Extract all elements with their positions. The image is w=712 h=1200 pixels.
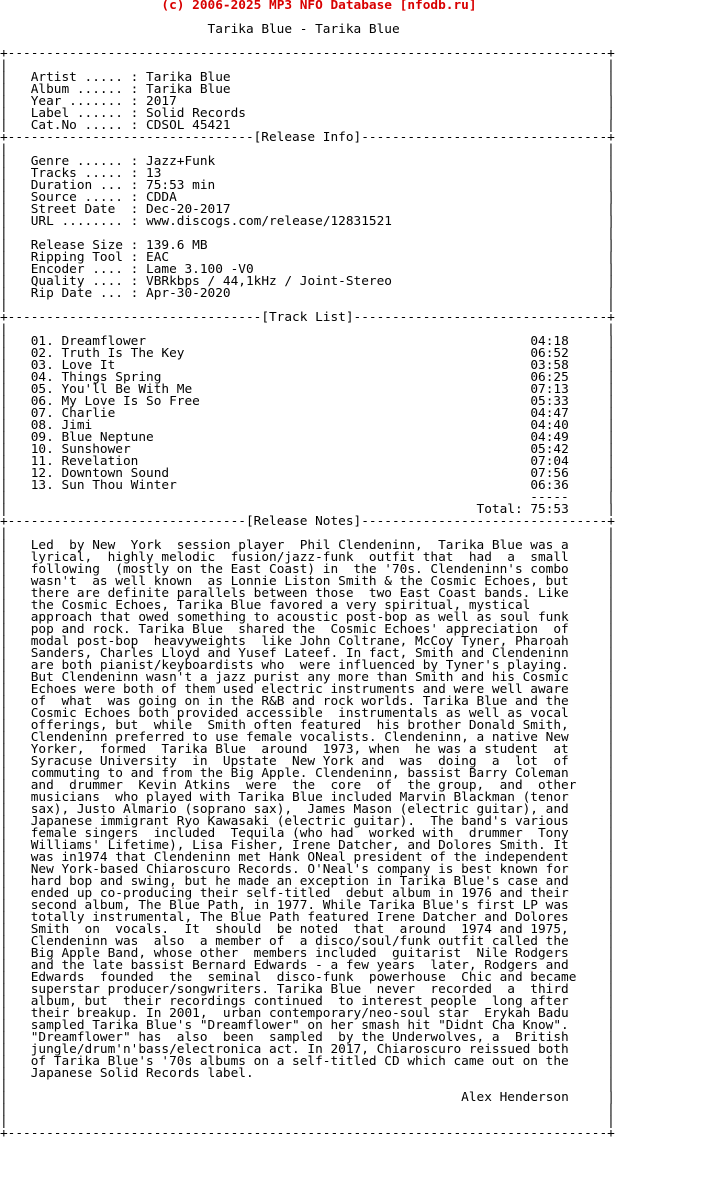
blank-line: | | bbox=[0, 322, 615, 337]
notes-row: | Japanese immigrant Ryo Kawasaki (electric guitar). The band's various | bbox=[0, 814, 615, 829]
notes-row: | following (mostly on the East Coast) in the '70s. Clendeninn's combo | bbox=[0, 562, 615, 577]
release-info-value: 75:53 min bbox=[146, 178, 216, 193]
track-title: Blue Neptune bbox=[61, 430, 154, 445]
notes-line: commuting to and from the Big Apple. Clendeninn, bassist Barry Coleman bbox=[30, 766, 569, 781]
track-time: 04:18 bbox=[530, 334, 569, 349]
release-info-row: | Encoder .... : Lame 3.100 -V0 | bbox=[0, 262, 615, 277]
notes-row: | Edwards founded the seminal disco-funk powerhouse Chic and became | bbox=[0, 970, 615, 985]
track-number: 07. bbox=[30, 406, 54, 421]
notes-line: New York-based Chiaroscuro Records. O'Neal's company is best known for bbox=[30, 862, 569, 877]
notes-line: Clendeninn preferred to use female vocalists. Clendeninn, a native New bbox=[30, 730, 569, 745]
notes-line: pop and rock. Tarika Blue shared the Cosmic Echoes' appreciation of bbox=[30, 622, 569, 637]
notes-row: | modal post-bop heavyweights like John Coltrane, McCoy Tyner, Pharoah | bbox=[0, 634, 615, 649]
notes-line: Edwards founded the seminal disco-funk powerhouse Chic and became bbox=[30, 970, 577, 985]
release-info-row: | Ripping Tool : EAC | bbox=[0, 250, 615, 265]
info-label: Label ...... bbox=[30, 106, 123, 121]
release-info-row: | Tracks ..... : 13 | bbox=[0, 166, 615, 181]
notes-line: superstar producer/songwriters. Tarika Blue never recorded a third bbox=[30, 982, 569, 997]
blank-line: | | bbox=[0, 298, 615, 313]
release-info-row: | Duration ... : 75:53 min | bbox=[0, 178, 615, 193]
release-info-value: CDDA bbox=[146, 190, 177, 205]
notes-row: | offerings, but while Smith often featured his brother Donald Smith, | bbox=[0, 718, 615, 733]
release-info-value: EAC bbox=[146, 250, 170, 265]
notes-row: | and drummer Kevin Atkins were the core of the group, and other | bbox=[0, 778, 615, 793]
notes-line: Led by New York session player Phil Clendeninn, Tarika Blue was a bbox=[30, 538, 569, 553]
release-info-label: Street Date bbox=[30, 202, 123, 217]
notes-line: lyrical, highly melodic fusion/jazz-funk outfit that had a small bbox=[30, 550, 569, 565]
notes-line: and drummer Kevin Atkins were the core of the group, and other bbox=[30, 778, 577, 793]
notes-line: jungle/drum'n'bass/electronica act. In 2017, Chiaroscuro reissued both bbox=[30, 1042, 569, 1057]
notes-row: | musicians who played with Tarika Blue included Marvin Blackman (tenor | bbox=[0, 790, 615, 805]
track-row: | 04. Things Spring 06:25 | bbox=[0, 370, 615, 385]
info-label: Cat.No ..... bbox=[30, 118, 123, 133]
track-title: You'll Be With Me bbox=[61, 382, 193, 397]
release-info-value: www.discogs.com/release/12831521 bbox=[146, 214, 392, 229]
release-info-label: Rip Date ... bbox=[30, 286, 123, 301]
notes-row: | Japanese Solid Records label. | bbox=[0, 1066, 615, 1081]
track-row: | 02. Truth Is The Key 06:52 | bbox=[0, 346, 615, 361]
notes-row: | their breakup. In 2001, urban contemporary/neo-soul star Erykah Badu | bbox=[0, 1006, 615, 1021]
notes-row: | and the late bassist Bernard Edwards - a few years later, Rodgers and | bbox=[0, 958, 615, 973]
notes-line: the Cosmic Echoes, Tarika Blue favored a very spiritual, mystical bbox=[30, 598, 531, 613]
blank-line: | | bbox=[0, 1102, 615, 1117]
notes-line: hard bop and swing, but he made an exception in Tarika Blue's case and bbox=[30, 874, 569, 889]
track-time: 07:56 bbox=[530, 466, 569, 481]
track-title: Downtown Sound bbox=[61, 466, 170, 481]
info-label: Album ...... bbox=[30, 82, 123, 97]
release-info-value: Lame 3.100 -V0 bbox=[146, 262, 254, 277]
notes-row: | Williams' Lifetime), Lisa Fisher, Irene Datcher, and Dolores Smith. It | bbox=[0, 838, 615, 853]
release-info-row: | Rip Date ... : Apr-30-2020 | bbox=[0, 286, 615, 301]
track-row: | 09. Blue Neptune 04:49 | bbox=[0, 430, 615, 445]
notes-row: | "Dreamflower" has also been sampled by the Underwolves, a British | bbox=[0, 1030, 615, 1045]
track-row: | 10. Sunshower 05:42 | bbox=[0, 442, 615, 457]
notes-row: | approach that owed something to acoustic post-bop as well as soul funk | bbox=[0, 610, 615, 625]
notes-line: Echoes were both of them used electric instruments and were well aware bbox=[30, 682, 569, 697]
release-info-row: | URL ........ : www.discogs.com/release/12831521 | bbox=[0, 214, 615, 229]
notes-row: | Led by New York session player Phil Clendeninn, Tarika Blue was a | bbox=[0, 538, 615, 553]
notes-row: | Echoes were both of them used electric instruments and were well aware | bbox=[0, 682, 615, 697]
notes-row: | pop and rock. Tarika Blue shared the Cosmic Echoes' appreciation of | bbox=[0, 622, 615, 637]
notes-line: Syracuse University in Upstate New York and was doing a lot of bbox=[30, 754, 569, 769]
notes-row: | second album, The Blue Path, in 1977. While Tarika Blue's first LP was | bbox=[0, 898, 615, 913]
notes-line: "Dreamflower" has also been sampled by the Underwolves, a British bbox=[30, 1030, 569, 1045]
release-info-label: Encoder .... bbox=[30, 262, 123, 277]
track-time: 06:36 bbox=[530, 478, 569, 493]
notes-row: | totally instrumental, The Blue Path featured Irene Datcher and Dolores | bbox=[0, 910, 615, 925]
notes-line: are both pianist/keyboardists who were influenced by Tyner's playing. bbox=[30, 658, 569, 673]
release-info-row: | Genre ...... : Jazz+Funk | bbox=[0, 154, 615, 169]
track-title: Truth Is The Key bbox=[61, 346, 185, 361]
track-row: | 08. Jimi 04:40 | bbox=[0, 418, 615, 433]
release-info-label: Source ..... bbox=[30, 190, 123, 205]
notes-row: | ended up co-producing their self-titled debut album in 1976 and their | bbox=[0, 886, 615, 901]
release-info-row: | Source ..... : CDDA | bbox=[0, 190, 615, 205]
notes-line: Japanese Solid Records label. bbox=[30, 1066, 254, 1081]
release-notes-header-title: [Release Notes] bbox=[245, 514, 362, 529]
notes-row: | album, but their recordings continued to interest people long after | bbox=[0, 994, 615, 1009]
notes-line: there are definite parallels between those two East Coast bands. Like bbox=[30, 586, 569, 601]
track-time: 06:25 bbox=[530, 370, 569, 385]
track-time: 07:04 bbox=[530, 454, 569, 469]
notes-row: | sampled Tarika Blue's "Dreamflower" on her smash hit "Didnt Cha Know". | bbox=[0, 1018, 615, 1033]
info-row: | Artist ..... : Tarika Blue | bbox=[0, 70, 615, 85]
info-value: CDSOL 45421 bbox=[146, 118, 231, 133]
notes-line: Clendeninn was also a member of a disco/soul/funk outfit called the bbox=[30, 934, 569, 949]
track-title: Dreamflower bbox=[61, 334, 147, 349]
blank-line: | | bbox=[0, 1114, 615, 1129]
info-label: Year ....... bbox=[30, 94, 123, 109]
notes-line: Sanders, Charles Lloyd and Yusef Lateef. In fact, Smith and Clendeninn bbox=[30, 646, 569, 661]
track-time: 07:13 bbox=[530, 382, 569, 397]
track-number: 11. bbox=[30, 454, 54, 469]
notes-row: | superstar producer/songwriters. Tarika Blue never recorded a third | bbox=[0, 982, 615, 997]
track-number: 05. bbox=[30, 382, 54, 397]
track-row: | 12. Downtown Sound 07:56 | bbox=[0, 466, 615, 481]
track-number: 12. bbox=[30, 466, 54, 481]
notes-row: | Big Apple Band, whose other members included guitarist Nile Rodgers | bbox=[0, 946, 615, 961]
notes-line: approach that owed something to acoustic post-bop as well as soul funk bbox=[30, 610, 569, 625]
release-title bbox=[0, 24, 712, 36]
notes-row: | hard bop and swing, but he made an exception in Tarika Blue's case and | bbox=[0, 874, 615, 889]
release-info-value: Jazz+Funk bbox=[146, 154, 216, 169]
track-time: 04:40 bbox=[530, 418, 569, 433]
release-info-label: Quality .... bbox=[30, 274, 123, 289]
release-info-value: 139.6 MB bbox=[146, 238, 208, 253]
notes-row: | of Tarika Blue's '70s albums on a self-titled CD which came out on the | bbox=[0, 1054, 615, 1069]
notes-row: | sax), Justo Almario (soprano sax), James Mason (electric guitar), and | bbox=[0, 802, 615, 817]
info-value: 2017 bbox=[146, 94, 177, 109]
total-divider: | ----- | bbox=[0, 490, 615, 505]
track-title: Love It bbox=[61, 358, 116, 373]
track-row: | 13. Sun Thou Winter 06:36 | bbox=[0, 478, 615, 493]
total-label: Total: bbox=[476, 502, 523, 517]
track-time: 04:49 bbox=[530, 430, 569, 445]
notes-row: | lyrical, highly melodic fusion/jazz-funk outfit that had a small | bbox=[0, 550, 615, 565]
track-row: | 11. Revelation 07:04 | bbox=[0, 454, 615, 469]
notes-line: their breakup. In 2001, urban contemporary/neo-soul star Erykah Badu bbox=[30, 1006, 569, 1021]
track-list-header-title: [Track List] bbox=[261, 310, 354, 325]
track-title: Jimi bbox=[61, 418, 93, 433]
track-number: 13. bbox=[30, 478, 54, 493]
total-time: 75:53 bbox=[530, 502, 569, 517]
notes-line: offerings, but while Smith often featured his brother Donald Smith, bbox=[30, 718, 569, 733]
notes-row: | Smith on vocals. It should be noted that around 1974 and 1975, | bbox=[0, 922, 615, 937]
notes-line: Yorker, formed Tarika Blue around 1973, when he was a student at bbox=[30, 742, 569, 757]
notes-row: | Cosmic Echoes both provided accessible instrumentals as well as vocal | bbox=[0, 706, 615, 721]
track-list-header: +---------------------------------[Track List]---------------------------------+ bbox=[0, 310, 615, 325]
track-row: | 07. Charlie 04:47 | bbox=[0, 406, 615, 421]
notes-line: female singers included Tequila (who had worked with drummer Tony bbox=[30, 826, 569, 841]
track-row: | 05. You'll Be With Me 07:13 | bbox=[0, 382, 615, 397]
track-time: 03:58 bbox=[530, 358, 569, 373]
track-number: 01. bbox=[30, 334, 54, 349]
notes-row: | of what was going on in the R&B and rock worlds. Tarika Blue and the | bbox=[0, 694, 615, 709]
release-info-label: Tracks ..... bbox=[30, 166, 123, 181]
notes-line: and the late bassist Bernard Edwards - a few years later, Rodgers and bbox=[30, 958, 569, 973]
blank-line: | | bbox=[0, 142, 615, 157]
track-number: 04. bbox=[30, 370, 54, 385]
bottom-border: +------------------------------------------------------------------------------+ bbox=[0, 1126, 615, 1141]
info-label: Artist ..... bbox=[30, 70, 123, 85]
blank-line: | | bbox=[0, 58, 615, 73]
top-border: +------------------------------------------------------------------------------+ bbox=[0, 46, 615, 61]
notes-line: ended up co-producing their self-titled debut album in 1976 and their bbox=[30, 886, 569, 901]
track-number: 08. bbox=[30, 418, 54, 433]
release-info-label: URL ........ bbox=[30, 214, 123, 229]
release-info-value: 13 bbox=[146, 166, 162, 181]
release-info-label: Duration ... bbox=[30, 178, 123, 193]
total-row: | Total: 75:53 | bbox=[0, 502, 615, 517]
release-info-header-title: [Release Info] bbox=[253, 130, 362, 145]
info-value: Solid Records bbox=[146, 106, 246, 121]
release-info-row: | Street Date : Dec-20-2017 | bbox=[0, 202, 615, 217]
notes-row: | the Cosmic Echoes, Tarika Blue favored a very spiritual, mystical | bbox=[0, 598, 615, 613]
track-row: | 03. Love It 03:58 | bbox=[0, 358, 615, 373]
release-info-header: +--------------------------------[Release Info]--------------------------------+ bbox=[0, 130, 615, 145]
track-time: 05:42 bbox=[530, 442, 569, 457]
track-title: Revelation bbox=[61, 454, 139, 469]
track-title: My Love Is So Free bbox=[61, 394, 200, 409]
notes-line: Williams' Lifetime), Lisa Fisher, Irene Datcher, and Dolores Smith. It bbox=[30, 838, 569, 853]
notes-line: modal post-bop heavyweights like John Coltrane, McCoy Tyner, Pharoah bbox=[30, 634, 569, 649]
notes-line: totally instrumental, The Blue Path featured Irene Datcher and Dolores bbox=[30, 910, 569, 925]
notes-row: | female singers included Tequila (who had worked with drummer Tony | bbox=[0, 826, 615, 841]
track-title: Things Spring bbox=[61, 370, 162, 385]
credit-text: (c) 2006-2025 MP3 NFO Database [nfodb.ru] bbox=[161, 0, 477, 13]
release-info-label: Ripping Tool bbox=[30, 250, 123, 265]
notes-line: Japanese immigrant Ryo Kawasaki (electric guitar). The band's various bbox=[30, 814, 569, 829]
notes-line: wasn't as well known as Lonnie Liston Smith & the Cosmic Echoes, but bbox=[30, 574, 569, 589]
track-title: Charlie bbox=[61, 406, 116, 421]
track-number: 10. bbox=[30, 442, 54, 457]
notes-line: was in1974 that Clendeninn met Hank ONeal president of the independent bbox=[30, 850, 569, 865]
notes-line: Smith on vocals. It should be noted that around 1974 and 1975, bbox=[30, 922, 569, 937]
notes-row: | there are definite parallels between those two East Coast bands. Like | bbox=[0, 586, 615, 601]
title-text: Tarika Blue - Tarika Blue bbox=[207, 22, 400, 37]
notes-line: album, but their recordings continued to interest people long after bbox=[30, 994, 569, 1009]
notes-line: of what was going on in the R&B and rock worlds. Tarika Blue and the bbox=[30, 694, 569, 709]
notes-row: | New York-based Chiaroscuro Records. O'Neal's company is best known for | bbox=[0, 862, 615, 877]
track-number: 09. bbox=[30, 430, 54, 445]
blank-line: | | bbox=[0, 226, 615, 241]
release-info-value: VBRkbps / 44,1kHz / Joint-Stereo bbox=[146, 274, 392, 289]
info-value: Tarika Blue bbox=[146, 82, 231, 97]
notes-line: following (mostly on the East Coast) in the '70s. Clendeninn's combo bbox=[30, 562, 569, 577]
notes-row: | are both pianist/keyboardists who were influenced by Tyner's playing. | bbox=[0, 658, 615, 673]
notes-row: | was in1974 that Clendeninn met Hank ONeal president of the independent | bbox=[0, 850, 615, 865]
info-row: | Year ....... : 2017 | bbox=[0, 94, 615, 109]
track-number: 02. bbox=[30, 346, 54, 361]
info-row: | Label ...... : Solid Records | bbox=[0, 106, 615, 121]
notes-line: musicians who played with Tarika Blue included Marvin Blackman (tenor bbox=[30, 790, 569, 805]
notes-line: But Clendeninn wasn't a jazz purist any more than Smith and his Cosmic bbox=[30, 670, 569, 685]
notes-line: of Tarika Blue's '70s albums on a self-titled CD which came out on the bbox=[30, 1054, 569, 1069]
signature: Alex Henderson bbox=[461, 1090, 569, 1105]
track-time: 04:47 bbox=[530, 406, 569, 421]
track-number: 06. bbox=[30, 394, 54, 409]
track-row: | 01. Dreamflower 04:18 | bbox=[0, 334, 615, 349]
blank-line: | | bbox=[0, 526, 615, 541]
notes-line: sax), Justo Almario (soprano sax), James Mason (electric guitar), and bbox=[30, 802, 569, 817]
release-info-row: | Quality .... : VBRkbps / 44,1kHz / Joint-Stereo | bbox=[0, 274, 615, 289]
release-info-label: Genre ...... bbox=[30, 154, 123, 169]
notes-row: | Clendeninn preferred to use female vocalists. Clendeninn, a native New | bbox=[0, 730, 615, 745]
release-info-value: Apr-30-2020 bbox=[146, 286, 231, 301]
track-row: | 06. My Love Is So Free 05:33 | bbox=[0, 394, 615, 409]
info-row: | Cat.No ..... : CDSOL 45421 | bbox=[0, 118, 615, 133]
blank-line: | | bbox=[0, 1078, 615, 1093]
track-title: Sun Thou Winter bbox=[61, 478, 177, 493]
notes-row: | Clendeninn was also a member of a disco/soul/funk outfit called the | bbox=[0, 934, 615, 949]
release-notes-header: +-------------------------------[Release Notes]--------------------------------+ bbox=[0, 514, 615, 529]
track-title: Sunshower bbox=[61, 442, 131, 457]
release-info-row: | Release Size : 139.6 MB | bbox=[0, 238, 615, 253]
info-row: | Album ...... : Tarika Blue | bbox=[0, 82, 615, 97]
signature-row: | Alex Henderson | bbox=[0, 1090, 615, 1105]
notes-row: | jungle/drum'n'bass/electronica act. In 2017, Chiaroscuro reissued both | bbox=[0, 1042, 615, 1057]
notes-line: Cosmic Echoes both provided accessible instrumentals as well as vocal bbox=[30, 706, 569, 721]
track-time: 06:52 bbox=[530, 346, 569, 361]
notes-row: | Yorker, formed Tarika Blue around 1973, when he was a student at | bbox=[0, 742, 615, 757]
notes-line: Big Apple Band, whose other members included guitarist Nile Rodgers bbox=[30, 946, 569, 961]
notes-row: | Syracuse University in Upstate New York and was doing a lot of | bbox=[0, 754, 615, 769]
notes-line: second album, The Blue Path, in 1977. While Tarika Blue's first LP was bbox=[30, 898, 569, 913]
site-credit bbox=[0, 0, 712, 12]
release-info-value: Dec-20-2017 bbox=[146, 202, 231, 217]
notes-row: | wasn't as well known as Lonnie Liston Smith & the Cosmic Echoes, but | bbox=[0, 574, 615, 589]
notes-row: | But Clendeninn wasn't a jazz purist any more than Smith and his Cosmic | bbox=[0, 670, 615, 685]
info-value: Tarika Blue bbox=[146, 70, 231, 85]
release-info-label: Release Size bbox=[30, 238, 123, 253]
notes-row: | commuting to and from the Big Apple. Clendeninn, bassist Barry Coleman | bbox=[0, 766, 615, 781]
notes-row: | Sanders, Charles Lloyd and Yusef Lateef. In fact, Smith and Clendeninn | bbox=[0, 646, 615, 661]
notes-line: sampled Tarika Blue's "Dreamflower" on her smash hit "Didnt Cha Know". bbox=[30, 1018, 569, 1033]
track-number: 03. bbox=[30, 358, 54, 373]
track-time: 05:33 bbox=[530, 394, 569, 409]
